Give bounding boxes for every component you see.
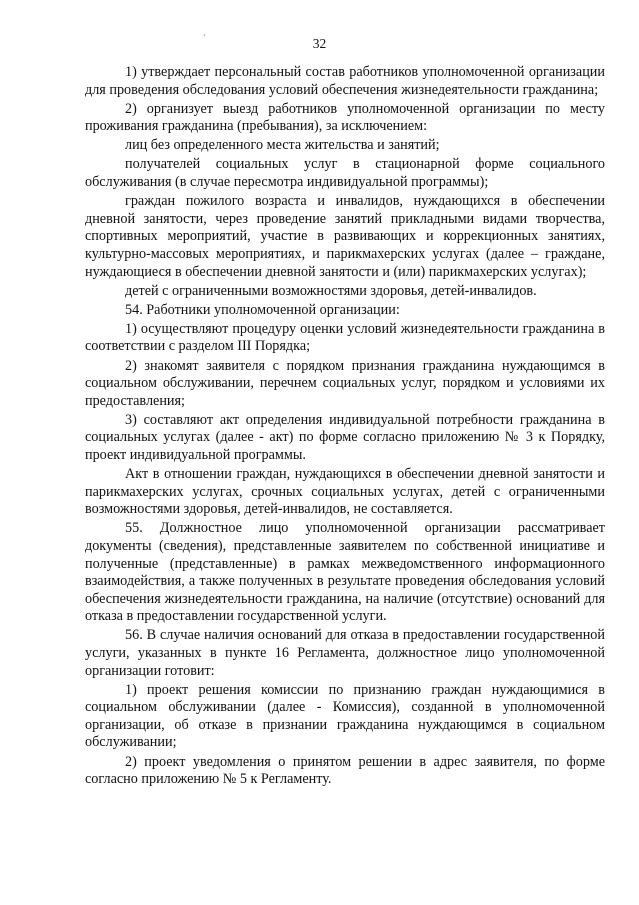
paragraph: 1) проект решения комиссии по признанию граждан нуждающимися в социальном обслуживании (далее - Комиссия), созданной в уполномоченной организации, об отказе в признании гражданина нуждающимся в социальном обслуживании; (85, 681, 605, 751)
paragraph: граждан пожилого возраста и инвалидов, нуждающихся в обеспечении дневной занятости, через проведение занятий прикладными видами творчества, спортивных мероприятий, участие в развивающих и коррекционных занятиях, культурно-массовых мероприятиях, и парикмахерских услугах (далее – граждане, нуждающиеся в обеспечении дневной занятости и (или) парикмахерских услугах); (85, 193, 605, 280)
paragraph: 2) знакомят заявителя с порядком признания гражданина нуждающимся в социальном обслуживании, перечнем социальных услуг, порядком и условиями их предоставления; (85, 357, 605, 409)
paragraph: 3) составляют акт определения индивидуальной потребности гражданина в социальных услугах (далее - акт) по форме согласно приложению № 3 к Порядку, проект индивидуальной программы. (85, 411, 605, 463)
paragraph: 2) проект уведомления о принятом решении в адрес заявителя, по форме согласно приложению № 5 к Регламенту. (85, 753, 605, 788)
paragraph: 1) утверждает персональный состав работников уполномоченной организации для проведения обследования условий обеспечения жизнедеятельности гражданина; (85, 64, 605, 98)
paragraph: Акт в отношении граждан, нуждающихся в обеспечении дневной занятости и парикмахерских услугах, срочных социальных услугах, детей с ограниченными возможностями здоровья, детей-инвалидов, не составляется. (85, 466, 605, 518)
paragraph: 56. В случае наличия оснований для отказа в предоставлении государственной услуги, указанных в пункте 16 Регламента, должностное лицо уполномоченной организации готовит: (85, 627, 605, 679)
paragraph: 54. Работники уполномоченной организации: (125, 301, 400, 318)
paragraph: 2) организует выезд работников уполномоченной организации по месту проживания гражданина (пребывания), за исключением: (85, 100, 605, 135)
scan-mark: ` (203, 33, 206, 43)
document-body (85, 64, 605, 790)
page-number: 32 (312, 36, 327, 51)
paragraph: детей с ограниченными возможностями здоровья, детей-инвалидов. (125, 282, 537, 299)
paragraph: получателей социальных услуг в стационарной форме социального обслуживания (в случае пересмотра индивидуальной программы); (85, 156, 605, 191)
paragraph: лиц без определенного места жительства и занятий; (125, 137, 440, 154)
paragraph: 55. Должностное лицо уполномоченной организации рассматривает документы (сведения), представленные заявителем по собственной инициативе и полученные (представленные) в рамках межведомственного информационного взаимодействия, а также полученных в результате проведения обследования условий обеспечения жизнедеятельности гражданина, на наличие (отсутствие) оснований для отказа в предоставлении государственной услуги. (85, 520, 605, 625)
paragraph: 1) осуществляют процедуру оценки условий жизнедеятельности гражданина в соответствии с разделом III Порядка; (85, 320, 605, 355)
